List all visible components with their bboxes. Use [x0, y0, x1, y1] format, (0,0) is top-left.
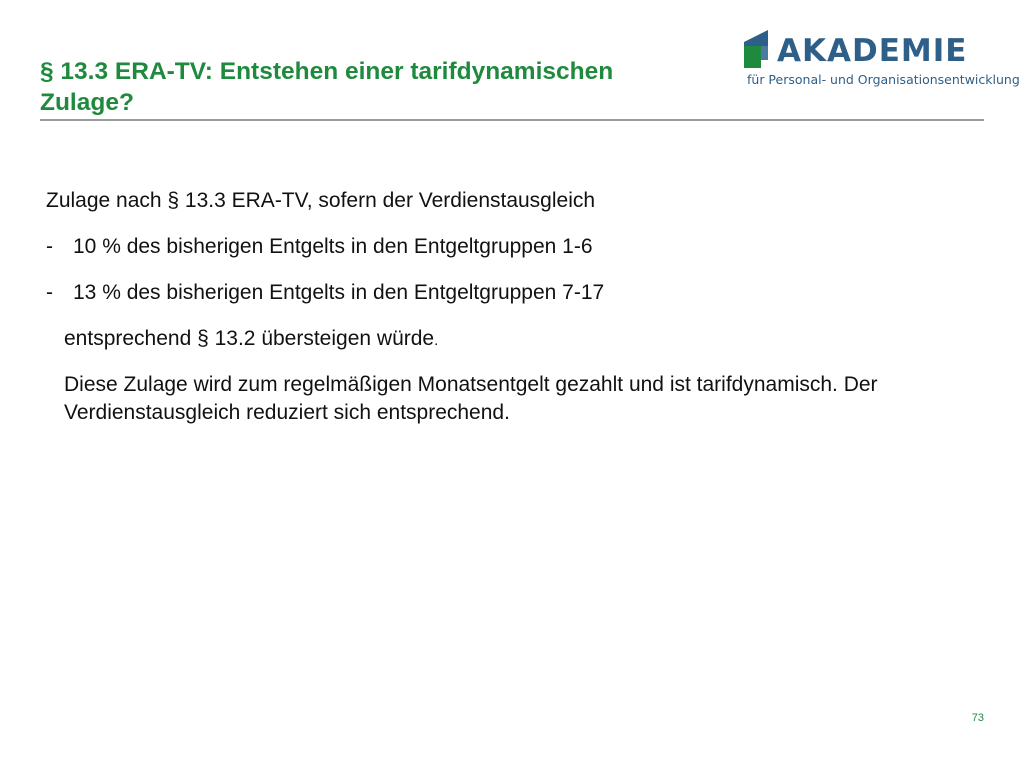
- bullet-text: 10 % des bisherigen Entgelts in den Entgeltgruppen 1-6: [73, 235, 593, 258]
- title-divider: [40, 119, 984, 121]
- bullet-item: [46, 278, 946, 308]
- after-bullets-main: entsprechend § 13.2 übersteigen würde: [64, 327, 435, 350]
- bullet-text: 13 % des bisherigen Entgelts in den Entgeltgruppen 7-17: [73, 281, 605, 304]
- bullet-dash: -: [46, 281, 53, 304]
- logo-mark-icon: [744, 30, 774, 70]
- intro-text: Zulage nach § 13.3 ERA-TV, sofern der Verdienstausgleich: [46, 189, 596, 212]
- slide-title-line-2: Zulage?: [40, 89, 134, 116]
- after-bullets-period: .: [434, 332, 439, 349]
- logo-tagline: für Personal- und Organisationsentwicklung: [747, 72, 1020, 87]
- bullet-item: [46, 232, 946, 262]
- bullet-dash: -: [46, 235, 53, 258]
- akademie-logo: [744, 30, 1020, 90]
- note-text: Diese Zulage wird zum regelmäßigen Monatsentgelt gezahlt und ist tarifdynamisch. Der Verdienstausgleich reduziert sich entsprechend.: [64, 373, 878, 424]
- slide-title-line-1: § 13.3 ERA-TV: Entstehen einer tarifdynamischen: [40, 58, 614, 85]
- logo-wordmark: AKADEMIE: [777, 33, 968, 69]
- page-number: 73: [971, 712, 984, 724]
- slide-body: [46, 186, 946, 427]
- after-bullets-text: [64, 324, 946, 356]
- slide-title: [40, 56, 730, 118]
